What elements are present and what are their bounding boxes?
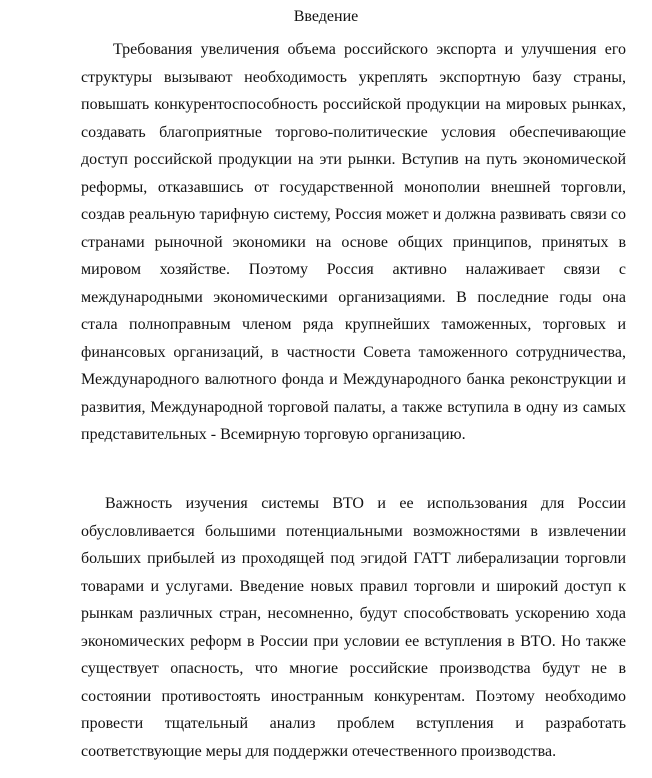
- page-title: Введение: [293, 8, 359, 25]
- paragraph-intro: Требования увеличения объема российского экспорта и улучшения его структуры вызывают необходимость укреплять экспортную базу страны, повышать конкурентоспособность российской продукции на мировых рынках, создавать благоприятные торгово-политические условия обеспечивающие доступ российской продукции на эти рынки. Вступив на путь экономической реформы, отказавшись от государственной монополии внешней торговли, создав реальную тарифную систему, Россия может и должна развивать связи со странами рыночной экономики на основе общих принципов, принятых в мировом хозяйстве. Поэтому Россия активно налаживает связи с международными экономическими организациями. В последние годы она стала полноправным членом ряда крупнейших таможенных, торговых и финансовых организаций, в частности Совета таможенного сотрудничества, Международного валютного фонда и Международного банка реконструкции и развития, Международной торговой палаты, а также вступила в одну из самых представительных - Всемирную торговую организацию.: [81, 41, 626, 443]
- paragraph-importance: Важность изучения системы ВТО и ее использования для России обусловливается большими потенциальными возможностями в извлечении больших прибылей из проходящей под эгидой ГАТТ либерализации торговли товарами и услугами. Введение новых правил торговли и широкий доступ к рынкам различных стран, несомненно, будут способствовать ускорению хода экономических реформ в России при условии ее вступления в ВТО. Но также существует опасность, что многие российские производства будут не в состоянии противостоять иностранным конкурентам. Поэтому необходимо провести тщательный анализ проблем вступления и разработать соответствующие меры для поддержки отечественного производства.: [81, 495, 626, 760]
